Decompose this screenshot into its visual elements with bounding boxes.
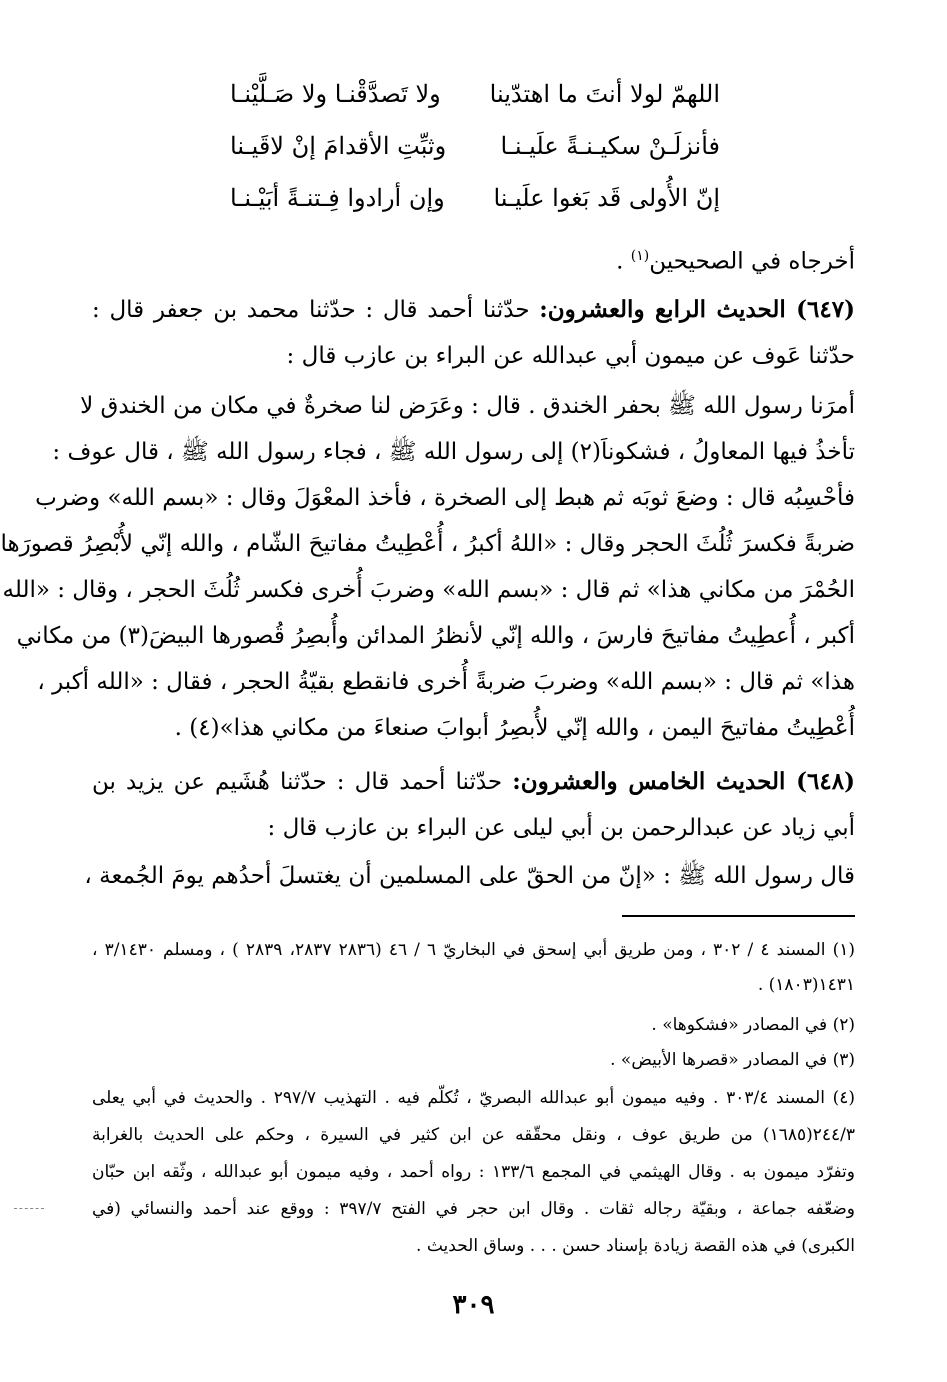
footnote-separator: [622, 915, 855, 917]
footnote-line: (١) المسند ٤ / ٣٠٢ ، ومن طريق أبي إسحق في البخاريّ ٦ / ٤٦ (٢٨٣٦ ٢٨٣٧، ٢٨٣٩ ) ، ومسلم ٣/١٤٣٠ ،: [92, 940, 856, 960]
footnote-line: الكبرى) في هذه القصة زيادة بإسناد حسن . . . وساق الحديث .: [416, 1236, 855, 1256]
takhrij-text: أخرجاه في الصحيحين: [649, 248, 855, 275]
footnote-ref-1: (١): [630, 248, 650, 264]
hadith-647-body-line: فأحْسِبُه قال : وضعَ ثوبَه ثم هبط إلى الصخرة ، فأخذ المعْوَلَ وقال : «بسم الله» وضرب: [35, 485, 855, 511]
footnote-line: وتفرّد ميمون به . وقال الهيثمي في المجمع ١٣٣/٦ : رواه أحمد ، وفيه ميمون أبو عبدالله ، وثّقه ابن حبّان: [92, 1162, 855, 1182]
verse-1-first-hemistich: اللهمّ لولا أنتَ ما اهتدّينا: [489, 80, 720, 108]
footnote-line: ٢٤٤/٣(١٦٨٥) من طريق عوف ، ونقل محقّقه عن ابن كثير في السيرة ، وحكم على الحديث بالغرابة: [92, 1125, 855, 1145]
hadith-647-body-line: هذا» ثم قال : «بسم الله» وضربَ ضربةً أُخرى فانقطع بقيّةُ الحجر ، فقال : «الله أكبر ،: [37, 669, 855, 695]
hadith-647-body-line: أُعْطِيتُ مفاتيحَ اليمن ، والله إنّي لأُبصِرُ أبوابَ صنعاءَ من مكاني هذا»(٤) .: [174, 715, 855, 741]
hadith-647-body-line: الحُمْرَ من مكاني هذا» ثم قال : «بسم الله» وضربَ أُخرى فكسر ثُلُثَ الحجر ، وقال : «الله: [2, 577, 855, 603]
takhrij-line: [92, 236, 855, 282]
hadith-647-body-line: ضربةً فكسرَ ثُلُثَ الحجر وقال : «اللهُ أكبرُ ، أُعْطِيتُ مفاتيحَ الشّام ، والله إنّي لأُبْصِرُ قصورَها: [0, 531, 855, 557]
verse-3-second-hemistich: وإن أرادوا فِـتنـةً أبَيْـنـا: [230, 184, 445, 212]
takhrij-end: .: [616, 248, 631, 275]
poem-verse-2: [230, 132, 720, 160]
hadith-647-line-1: [92, 290, 855, 330]
footnote-line: (٤) المسند ٣٠٣/٤ . وفيه ميمون أبو عبدالله البصريّ ، تُكلّم فيه . التهذيب ٢٩٧/٧ . والحديث في أبي يعلى: [92, 1088, 855, 1108]
hadith-647-body-line: أكبر ، أُعطِيتُ مفاتيحَ فارسَ ، والله إنّي لأنظرُ المدائن وأُبصِرُ قُصورها البيضَ(٣) من مكاني: [16, 623, 855, 649]
hadith-648-line-2: أبي زياد عن عبدالرحمن بن أبي ليلى عن البراء بن عازب قال :: [267, 815, 855, 841]
hadith-647-body-line: تأخذُ فيها المعاولُ ، فشكوناَ(٢) إلى رسول الله ﷺ ، فجاء رسول الله ﷺ ، قال عوف :: [52, 439, 855, 465]
hadith-648-line-1: [92, 762, 855, 802]
verse-2-second-hemistich: وثبِّتِ الأقدامَ إنْ لاقَيـنا: [230, 132, 447, 160]
poem-verse-3: [230, 184, 720, 212]
hadith-648-isnad-1: حدّثنا أحمد قال : حدّثنا هُشَيم عن يزيد بن: [92, 769, 513, 795]
hadith-647-heading: (٦٤٧) الحديث الرابع والعشرون:: [539, 296, 855, 323]
scan-margin-mark: [14, 1208, 44, 1209]
footnote-line: (٢) في المصادر «فشكوها» .: [651, 1015, 855, 1035]
poem-verse-1: [230, 80, 720, 108]
footnote-line: وضعّفه جماعة ، وبقيّة رجاله ثقات . وقال ابن حجر في الفتح ٣٩٧/٧ : ووقع عند أحمد والنسائي (في: [92, 1199, 855, 1219]
verse-3-first-hemistich: إنّ الأُولى قَد بَغوا علَيـنا: [493, 184, 720, 212]
page-number: ٣٠٩: [452, 1290, 495, 1320]
footnote-line: (٣) في المصادر «قصرها الأبيض» .: [610, 1050, 855, 1070]
footnote-line: ١٤٣١(١٨٠٣) .: [757, 975, 855, 995]
verse-1-second-hemistich: ولا تَصدَّقْنـا ولا صَـلَّيْنـا: [230, 80, 441, 108]
hadith-647-line-2: حدّثنا عَوف عن ميمون أبي عبدالله عن البراء بن عازب قال :: [286, 343, 855, 369]
hadith-647-body-line: أمرَنا رسول الله ﷺ بحفر الخندق . قال : وعَرَض لنا صخرةٌ في مكان من الخندق لا: [80, 393, 855, 419]
hadith-648-heading: (٦٤٨) الحديث الخامس والعشرون:: [512, 768, 855, 795]
hadith-647-isnad-1: حدّثنا أحمد قال : حدّثنا محمد بن جعفر قال :: [92, 297, 540, 323]
verse-2-first-hemistich: فأنزلَـنْ سكيـنـةً علَيـنـا: [500, 132, 720, 160]
hadith-648-line-3: قال رسول الله ﷺ : «إنّ من الحقّ على المسلمين أن يغتسلَ أحدُهم يومَ الجُمعة ،: [84, 863, 855, 889]
